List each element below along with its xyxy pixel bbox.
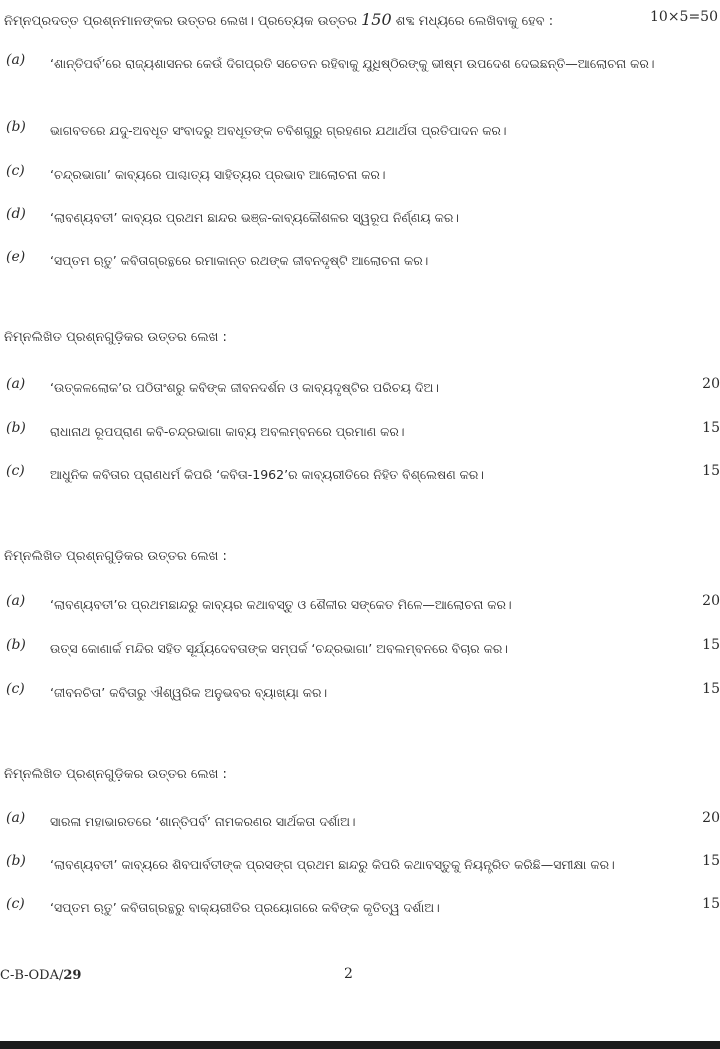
question-label: (a) (6, 52, 26, 68)
question-label: (a) (6, 593, 26, 609)
question-label: (b) (6, 119, 26, 135)
question-item (4, 376, 720, 396)
bottom-border (0, 1041, 720, 1049)
question-item (4, 463, 720, 483)
question-label: (c) (6, 681, 25, 697)
question-text: ଭାଗବତରେ ଯଦୁ-ଅବଧୂତ ସଂବାଦରୁ ଅବଧୂତଙ୍କ ଚବିଶଗୁରୁ ଗ୍ରହଣର ଯଥାର୍ଥତା ପ୍ରତିପାଦନ କର। (50, 123, 507, 138)
question-item (4, 637, 720, 657)
question-label: (c) (6, 463, 25, 479)
question-marks: 15 (702, 637, 720, 653)
instructions-text-after: ଶବ୍ଦ ମଧ୍ୟରେ ଲେଖିବାକୁ ହେବ : (395, 14, 554, 29)
question-marks: 15 (702, 896, 720, 912)
question-text: ରାଧାନାଥ ରୂପପ୍ରାଣ କବି-ଚନ୍ଦ୍ରଭାଗା କାବ୍ୟ ଅବଲମ୍ବନରେ ପ୍ରମାଣ କର। (50, 424, 405, 439)
question-item (4, 853, 720, 873)
question-text: ‘ଶାନ୍ତିପର୍ବ’ରେ ରାଜ୍ୟଶାସନର କେଉଁ ଦିଗପ୍ରତି ସଚେତନ ରହିବାକୁ ଯୁଧିଷ୍ଠିରଙ୍କୁ ଭୀଷ୍ମ ଉପଦେଶ ଦେଇଛନ୍ତି—ଆଲୋଚନା କର। (50, 56, 655, 71)
section-heading: ନିମ୍ନଲିଖିତ ପ୍ରଶ୍ନଗୁଡ଼ିକର ଉତ୍ତର ଲେଖ : (4, 767, 227, 782)
question-item (4, 593, 720, 613)
question-item (4, 896, 720, 916)
question-label: (e) (6, 249, 26, 265)
total-marks: 10×5=50 (650, 9, 718, 25)
question-text: ‘ଚନ୍ଦ୍ରଭାଗା’ କାବ୍ୟରେ ପାଶ୍ଚାତ୍ୟ ସାହିତ୍ୟର ପ୍ରଭାବ ଆଲୋଚନା କର। (50, 167, 386, 182)
question-marks: 15 (702, 463, 720, 479)
paper-code-number: 29 (63, 968, 82, 983)
question-label: (b) (6, 853, 26, 869)
question-item (4, 119, 704, 139)
question-text: ‘ଉତ୍କଳଲୋକ’ର ପଠିତାଂଶରୁ କବିଙ୍କ ଜୀବନଦର୍ଶନ ଓ କାବ୍ୟଦୃଷ୍ଟିର ପରିଚୟ ଦିଅ। (50, 380, 440, 395)
question-item (4, 810, 720, 830)
question-marks: 20 (702, 376, 720, 392)
question-item (4, 163, 704, 183)
question-item (4, 420, 720, 440)
question-item (4, 206, 704, 226)
question-label: (b) (6, 420, 26, 436)
question-text: ‘ଲାବଣ୍ୟବତୀ’ର ପ୍ରଥମଛାନ୍ଦରୁ କାବ୍ୟର କଥାବସ୍ତୁ ଓ ଶୈଳୀର ସଙ୍କେତ ମିଳେ—ଆଲୋଚନା କର। (50, 597, 512, 612)
word-limit: 150 (361, 10, 392, 29)
question-item (4, 249, 704, 269)
question-marks: 15 (702, 420, 720, 436)
question-text: ଉତ୍ସ କୋଣାର୍କ ମନ୍ଦିର ସହିତ ସୂର୍ଯ୍ୟଦେବତାଙ୍କ ସମ୍ପର୍କ ‘ଚନ୍ଦ୍ରଭାଗା’ ଅବଲମ୍ବନରେ ବିଚାର କର। (50, 641, 508, 656)
question-text: ଆଧୁନିକ କବିତାର ପ୍ରାଣଧର୍ମ କିପରି ‘କବିତା-1962’ର କାବ୍ୟରୀତିରେ ନିହିତ ବିଶ୍ଲେଷଣ କର। (50, 467, 484, 482)
question-label: (a) (6, 376, 26, 392)
question-text: ‘ସପ୍ତମ ଋତୁ’ କବିତାଗ୍ରନ୍ଥରୁ ବାକ୍ୟରୀତିର ପ୍ରୟୋଗରେ କବିଙ୍କ କୃତିତ୍ୱ ଦର୍ଶାଅ। (50, 900, 440, 915)
question-label: (b) (6, 637, 26, 653)
question-marks: 20 (702, 810, 720, 826)
question-marks: 15 (702, 853, 720, 869)
question-text: ‘ଲାବଣ୍ୟବତୀ’ କାବ୍ୟର ପ୍ରଥମ ଛାନ୍ଦର ଭଞ୍ଜ-କାବ୍ୟକୌଶଳର ସ୍ୱରୂପ ନିର୍ଣ୍ଣୟ କର। (50, 210, 460, 225)
question-label: (c) (6, 896, 25, 912)
question-text: ‘ଲାବଣ୍ୟବତୀ’ କାବ୍ୟରେ ଶିବପାର୍ବତୀଙ୍କ ପ୍ରସଙ୍ଗ ପ୍ରଥମ ଛାନ୍ଦରୁ କିପରି କଥାବସ୍ତୁକୁ ନିୟନ୍ତ୍ରିତ କରିଛି—ସମୀକ୍ଷା କର। (50, 857, 615, 872)
question-text: ସାରଳା ମହାଭାରତରେ ‘ଶାନ୍ତିପର୍ବ’ ନାମକରଣର ସାର୍ଥକତା ଦର୍ଶାଅ। (50, 814, 356, 829)
question-item (4, 52, 704, 72)
question-text: ‘ଜୀବନଚିତା’ କବିତାରୁ ଐଶ୍ୱରିକ ଅନୁଭବର ବ୍ୟାଖ୍ୟା କର। (50, 685, 328, 700)
section-heading: ନିମ୍ନଲିଖିତ ପ୍ରଶ୍ନଗୁଡ଼ିକର ଉତ୍ତର ଲେଖ : (4, 330, 227, 345)
instructions-text: ନିମ୍ନପ୍ରଦତ୍ତ ପ୍ରଶ୍ନମାନଙ୍କର ଉତ୍ତର ଲେଖ। ପ୍ରତ୍ୟେକ ଉତ୍ତର (4, 14, 357, 29)
paper-code-prefix: C-B-ODA/ (0, 968, 64, 983)
section-heading: ନିମ୍ନଲିଖିତ ପ୍ରଶ୍ନଗୁଡ଼ିକର ଉତ୍ତର ଲେଖ : (4, 549, 227, 564)
question-label: (c) (6, 163, 25, 179)
page-number: 2 (344, 966, 353, 982)
question-item (4, 681, 720, 701)
question-text: ‘ସପ୍ତମ ଋତୁ’ କବିତାଗ୍ରନ୍ଥରେ ରମାକାନ୍ତ ରଥଙ୍କ ଜୀବନଦୃଷ୍ଟି ଆଲୋଚନା କର। (50, 253, 429, 268)
question-marks: 15 (702, 681, 720, 697)
question-label: (d) (6, 206, 26, 222)
question-label: (a) (6, 810, 26, 826)
instructions (4, 10, 553, 29)
paper-code (0, 968, 81, 983)
question-marks: 20 (702, 593, 720, 609)
